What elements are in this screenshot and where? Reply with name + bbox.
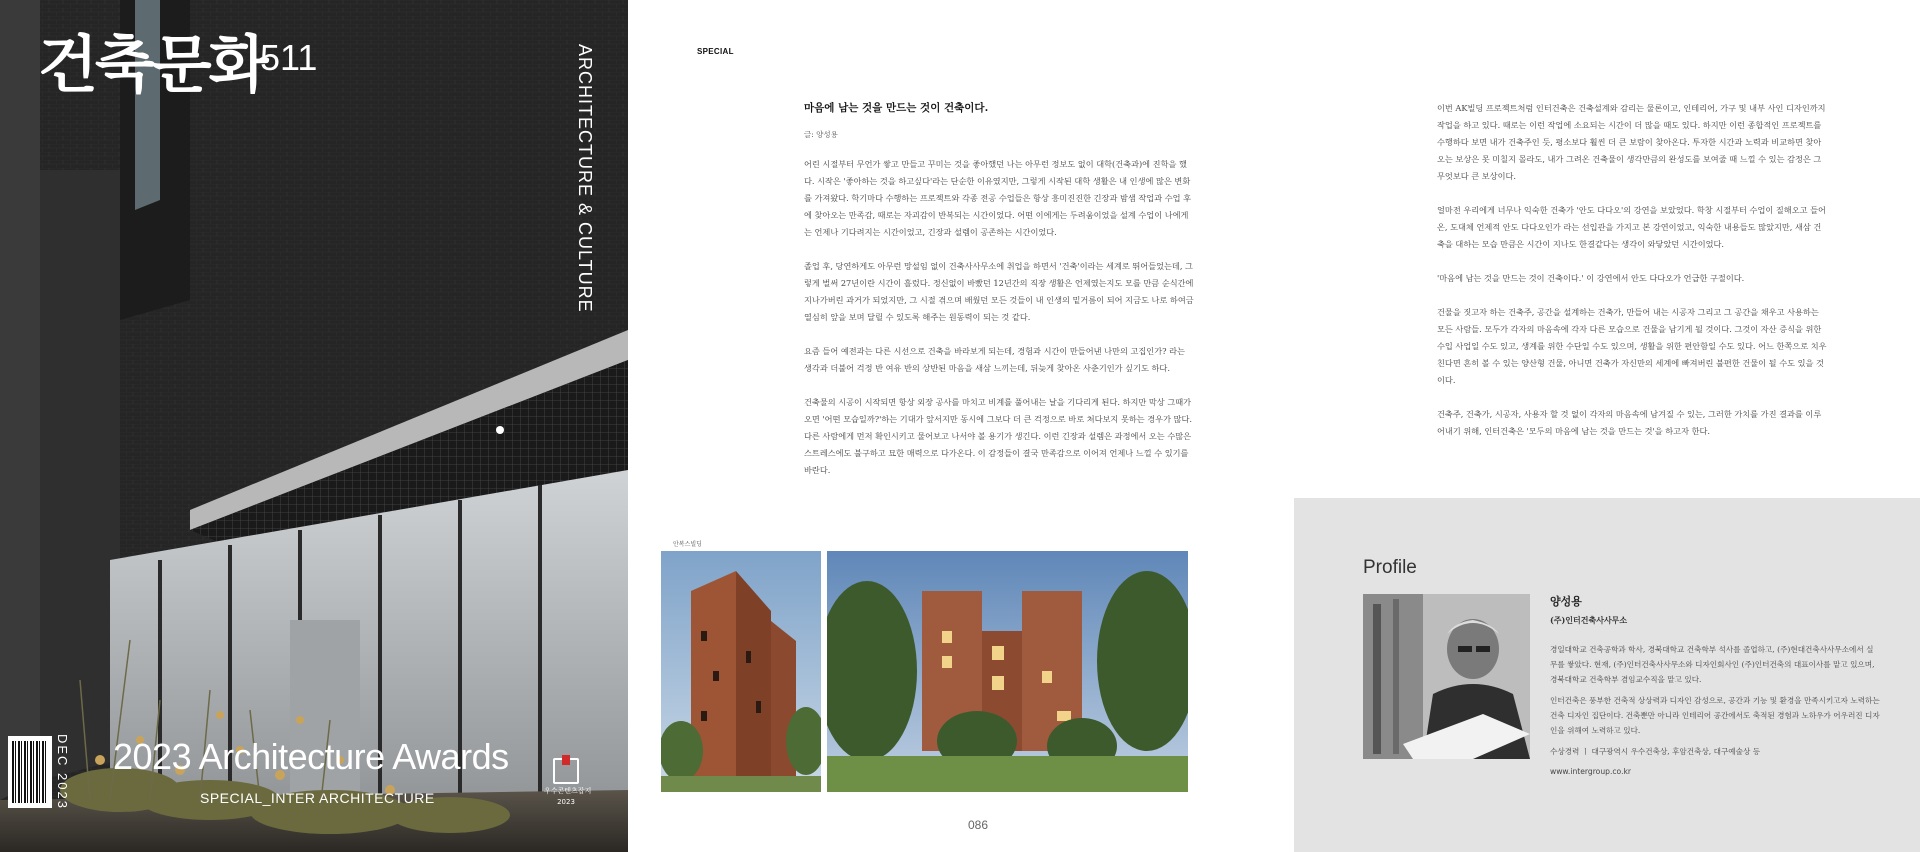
paragraph: '마음에 남는 것을 만드는 것이 건축이다.' 이 강연에서 안도 다다오가 언급한 구절이다. (1437, 273, 1745, 283)
photo-caption: 안복스빌딩 (673, 541, 702, 548)
paragraph: 건물을 짓고자 하는 건축주, 공간을 설계하는 건축가, 만들어 내는 시공자 그리고 그 공간을 채우고 사용하는 모든 사람들. 모두가 각자의 마음속에 각자 다른 모습으로 건물을 남기게 될 것이다. 그것이 자산 증식을 위한 수입 사업일 수도 있고, 생계를 위한 수단일 수도 있으며, 생활을 위한 편안함일 수도 있다. 어느 한쪽으로 치우친다면 흔히 볼 수 있는 양산형 건물, 아니면 건축가 자신만의 세계에 빠져버린 불편한 건물이 될 수도 있을 것이다. (1437, 307, 1827, 385)
profile-info (1550, 593, 1880, 776)
article-column-2 (1437, 100, 1827, 457)
paragraph: 건축주, 건축가, 시공자, 사용자 할 것 없이 각자의 마음속에 남겨질 수 있는, 그러한 가치를 가진 결과를 이루어내기 위해, 인터건축은 '모두의 마음에 남는 것을 만드는 것'을 하고자 한다. (1437, 409, 1822, 436)
building-photo-wide (827, 551, 1188, 792)
award-badge (544, 758, 592, 807)
paragraph: 어린 시절부터 무언가 쌓고 만들고 꾸미는 것을 좋아했던 나는 아무런 정보도 없이 대학(건축과)에 진학을 했다. 시작은 '좋아하는 것을 하고싶다'라는 단순한 이유였지만, 그렇게 시작된 대학 생활은 내 인생에 많은 변화를 가져왔다. 학기마다 수행하는 프로젝트와 각종 전공 수업들은 항상 흥미진진한 긴장과 밤샘 작업과 수업 후에 찾아오는 만족감, 때로는 자괴감이 반복되는 시간이었다. 어떤 이에게는 두려움이었을 설계 수업이 나에게는 언제나 기다려지는 시간이었고, 긴장과 설렘이 공존하는 시간이었다. (804, 159, 1192, 237)
profile-bio: 인터건축은 풍부한 건축적 상상력과 디자인 감성으로, 공간과 기능 및 환경을 만족시키고자 노력하는 건축 디자인 집단이다. 건축뿐만 아니라 인테리어 공간에서도 축적된 경험과 노하우가 어우러진 디자인을 위해여 노력하고 있다. (1550, 696, 1880, 735)
issue-date: DEC 2023 (55, 734, 70, 810)
page-number: 086 (968, 818, 989, 832)
paragraph: 건축물의 시공이 시작되면 항상 외장 공사를 마치고 비계를 풀어내는 날을 기다리게 된다. 하지만 막상 그때가 오면 '어떤 모습일까?'하는 기대가 앞서지만 동시에 그보다 더 큰 걱정으로 바로 쳐다보지 못하는 경우가 많다. 다른 사람에게 먼저 확인시키고 물어보고 나서야 볼 용기가 생긴다. 이런 긴장과 설렘은 과정에서 오는 수많은 스트레스에도 불구하고 묘한 매력으로 다가온다. 이 감정들이 결국 만족감으로 이어져 언제나 느낄 수 있기를 바란다. (804, 397, 1193, 475)
profile-firm: (주)인터건축사사무소 (1550, 615, 1628, 625)
badge-line-2: 2023 (557, 798, 575, 807)
badge-line-1: 우수콘텐츠잡지 (544, 787, 592, 795)
profile-bio: 경일대학교 건축공학과 학사, 경북대학교 건축학부 석사를 졸업하고, (주)현대건축사사무소에서 실무를 쌓았다. 현재, (주)인터건축사사무소와 디자인회사인 (주)인터건축의 대표이사를 맡고 있으며, 경북대학교 건축학부 겸임교수직을 맡고 있다. (1550, 645, 1875, 684)
paragraph: 졸업 후, 당연하게도 아무런 망설임 없이 건축사사무소에 취업을 하면서 '건축'이라는 세계로 뛰어들었는데, 그렇게 벌써 27년이란 시간이 흘렀다. 정신없이 바빴던 12년간의 직장 생활은 언제였는지도 모를 만큼 순식간에 지나가버린 과거가 되었지만, 그 시절 겪으며 배웠던 모든 것들이 내 인생의 밑거름이 되어 지금도 나로 하여금 열심히 앞을 보며 달릴 수 있도록 해주는 원동력이 되는 것 같다. (804, 261, 1194, 322)
profile-portrait (1363, 594, 1530, 759)
paragraph: 이번 AK빌딩 프로젝트처럼 인터건축은 건축설계와 감리는 물론이고, 인테리어, 가구 및 내부 사인 디자인까지 작업을 하고 있다. 때로는 이런 작업에 소요되는 시간이 더 많을 때도 있다. 하지만 이런 종합적인 프로젝트를 수행하다 보면 내가 건축주인 듯, 평소보다 훨씬 더 큰 보람이 찾아온다. 투자한 시간과 노력과 비교하면 찾아오는 보상은 못 미칠지 몰라도, 내가 그려온 건축물이 생각만큼의 완성도를 보여줄 때 느낄 수 있는 감정은 그 무엇보다 큰 보상이다. (1437, 103, 1826, 181)
cover-tagline: ARCHITECTURE & CULTURE (575, 44, 595, 313)
profile-name: 양성용 (1550, 595, 1582, 608)
cover-subheadline: SPECIAL_INTER ARCHITECTURE (200, 790, 435, 806)
profile-heading: Profile (1363, 557, 1417, 578)
article-column-1 (804, 100, 1194, 496)
article-title: 마음에 남는 것을 만드는 것이 건축이다. (804, 102, 989, 114)
issue-number: 511 (260, 37, 318, 78)
article-byline: 글: 양성용 (804, 130, 838, 139)
magazine-cover (0, 0, 628, 852)
barcode-bars (12, 741, 48, 803)
section-label: SPECIAL (697, 47, 734, 56)
building-photo-narrow (661, 551, 821, 792)
profile-panel (1294, 498, 1920, 852)
magazine-title: 건축문화 (38, 28, 266, 101)
profile-awards: 수상경력 ㅣ 대구광역시 우수건축상, 후암건축상, 대구예술상 등 (1550, 747, 1761, 756)
cover-headline: 2023 Architecture Awards (113, 736, 509, 777)
profile-website: www.intergroup.co.kr (1550, 767, 1631, 776)
paragraph: 요즘 들어 예전과는 다른 시선으로 건축을 바라보게 되는데, 경험과 시간이 만들어낸 나만의 고집인가? 라는 생각과 더불어 걱정 반 여유 반의 상반된 마음을 새삼 느끼는데, 뒤늦게 찾아온 사춘기인가 싶기도 하다. (804, 346, 1185, 373)
paragraph: 얼마전 우리에게 너무나 익숙한 건축가 '안도 다다오'의 강연을 보았었다. 학창 시절부터 수업이 질해오고 들어온, 도대체 언제적 안도 다다오인가 라는 선입관을 가지고 본 강연이었고, 익숙한 내용들도 많았지만, 새삼 건축을 대하는 모습 만큼은 시간이 지나도 한결같다는 생각이 와닿았던 시간이었다. (1437, 205, 1826, 249)
cover-building-illustration (0, 0, 628, 852)
barcode (8, 736, 52, 808)
book-badge-icon (553, 758, 579, 784)
